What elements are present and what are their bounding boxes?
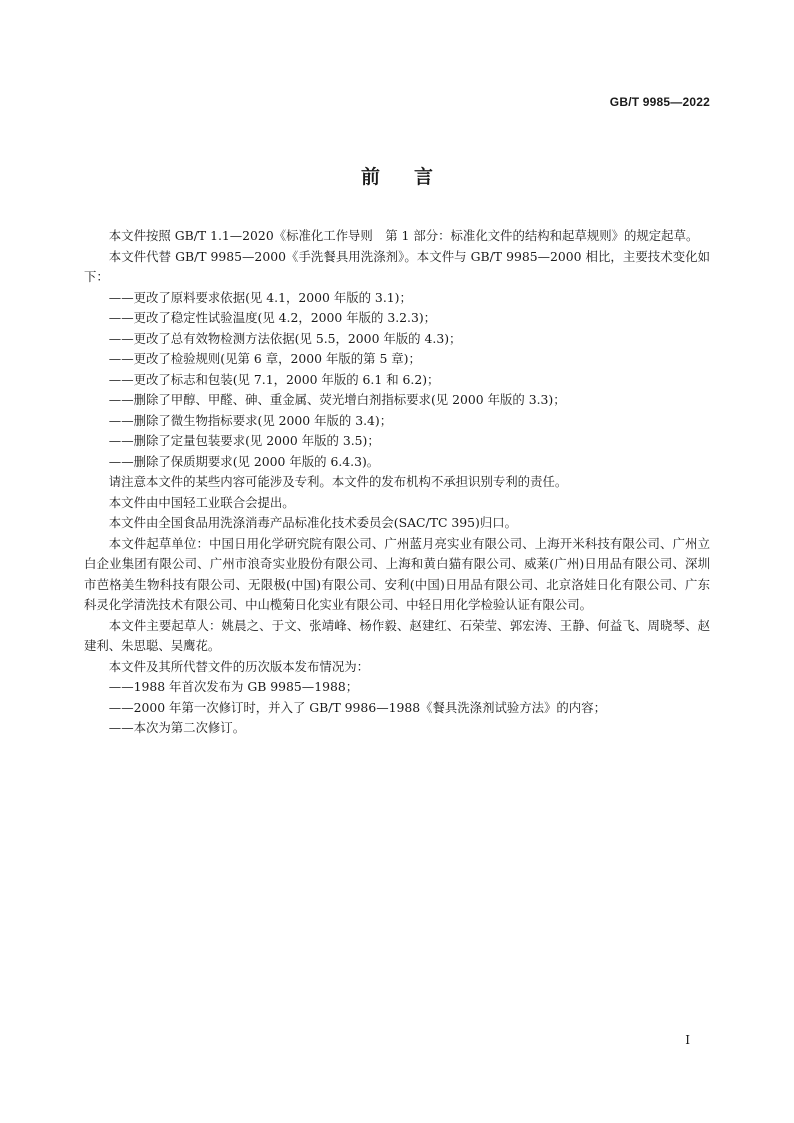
patent-notice: 请注意本文件的某些内容可能涉及专利。本文件的发布机构不承担识别专利的责任。 [108, 474, 568, 489]
change-item: ——更改了原料要求依据(见 4.1，2000 年版的 3.1)； [108, 289, 412, 305]
change-item: ——删除了微生物指标要求(见 2000 年版的 3.4)； [108, 412, 393, 428]
standard-code: GB/T 9985—2022 [609, 95, 710, 109]
proposer: 本文件由中国轻工业联合会提出。 [108, 494, 295, 510]
title-char-2: 言 [414, 166, 434, 188]
drafting-units: 本文件起草单位：中国日用化学研究院有限公司、广州蓝月亮实业有限公司、上海开米科技有限公司、广州立白企业集团有限公司、广州市浪奇实业股份有限公司、上海和黄白猫有限公司、威莱(广州)日用品有限公司、深圳市芭格美生物科技有限公司、无限极(中国)有限公司、安利(中国)日用品有限公司、北京洛娃日化有限公司、广东科灵化学清洗技术有限公司、中山榄菊日化实业有限公司、中轻日用化学检验认证有限公司。 [84, 535, 710, 612]
change-item: ——删除了保质期要求(见 2000 年版的 6.4.3)。 [108, 453, 380, 469]
title-char-1: 前 [360, 166, 380, 188]
change-item: ——更改了检验规则(见第 6 章，2000 年版的第 5 章)； [108, 351, 421, 366]
history-item: ——1988 年首次发布为 GB 9985—1988； [108, 679, 359, 694]
change-item: ——删除了定量包装要求(见 2000 年版的 3.5)； [108, 433, 380, 448]
history-item: ——2000 年第一次修订时，并入了 GB/T 9986—1988《餐具洗涤剂试验方法》的内容； [108, 699, 606, 715]
history-item: ——本次为第二次修订。 [108, 720, 246, 735]
committee: 本文件由全国食品用洗涤消毒产品标准化技术委员会(SAC/TC 395)归口。 [108, 515, 518, 530]
paragraph: 本文件按照 GB/T 1.1—2020《标准化工作导则 第 1 部分：标准化文件的结构和起草规则》的规定起草。 [108, 228, 699, 243]
page-title [0, 162, 794, 189]
change-item: ——删除了甲醇、甲醛、砷、重金属、荧光增白剂指标要求(见 2000 年版的 3.3)； [108, 392, 566, 407]
history-intro: 本文件及其所代替文件的历次版本发布情况为： [108, 658, 369, 674]
page-number: I [685, 1033, 690, 1047]
change-item: ——更改了稳定性试验温度(见 4.2，2000 年版的 3.2.3)； [108, 310, 437, 325]
change-item: ——更改了标志和包装(见 7.1，2000 年版的 6.1 和 6.2)； [108, 371, 440, 387]
drafters: 本文件主要起草人：姚晨之、于文、张靖峰、杨作毅、赵建红、石荣莹、郭宏涛、王静、何益飞、周晓琴、赵建利、朱思聪、吴鹰花。 [84, 617, 710, 653]
foreword-body [84, 226, 710, 739]
paragraph: 本文件代替 GB/T 9985—2000《手洗餐具用洗涤剂》。本文件与 GB/T 9985—2000 相比，主要技术变化如下： [84, 248, 710, 284]
change-item: ——更改了总有效物检测方法依据(见 5.5，2000 年版的 4.3)； [108, 330, 462, 346]
